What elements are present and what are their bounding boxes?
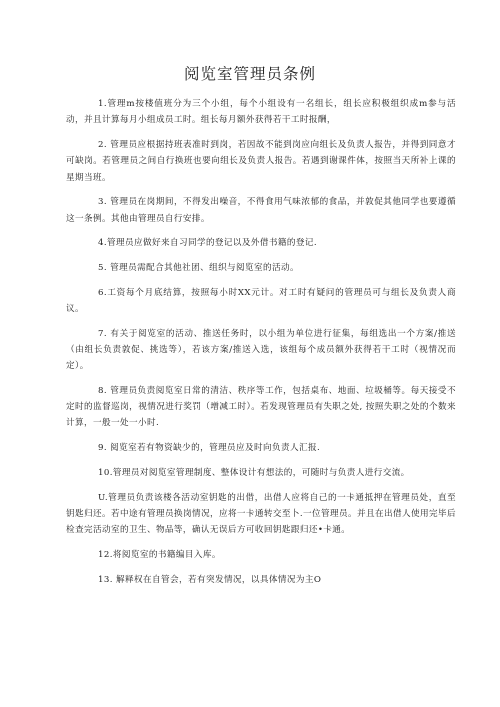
document-body [66, 96, 456, 596]
rule-paragraph [66, 440, 456, 456]
rule-number: 4 [98, 238, 104, 249]
rule-text: . 管理员需配合其他社团、组织与阅览室的活动。 [103, 262, 300, 273]
document-title: 阅览室管理员条例 [183, 65, 316, 83]
rule-text: . 阅览室若有物资缺少的，管理员应及时向负责人汇报. [103, 443, 321, 454]
rule-paragraph [66, 383, 456, 432]
rule-paragraph [66, 547, 456, 563]
rule-text: . 管理员负责阅览室日常的清洁、秩序等工作，包括桌布、地面、垃圾桶等。每天接受不定时的监督巡岗，视情况进行奖罚（增减工时）。若发现管理员有失职之处, 按照失职之处的个数来计算，一般一处一小时. [66, 385, 456, 429]
rule-number: 12 [98, 549, 110, 560]
rule-paragraph [66, 194, 456, 227]
rule-text: . 管理员应根据持班表准时到岗，若因故不能到岗应向组长及负责人报告，并得到同意才可缺岗。若管理员之间自行换班也要向组长及负责人报告。若遇到谢课件体，按照当天所补上课的星期当班。 [66, 139, 456, 183]
rule-paragraph [66, 260, 456, 276]
rule-text: 管理m按楼值班分为三个小组，每个小组设有一名组长，组长应积极组织成m参与活动，并且计算每月小组成员工时。组长每月额外获得若干工时报酬， [66, 99, 456, 126]
rule-text: .将阅览室的书籍编目入库。 [109, 549, 221, 560]
rule-text: .管理员对阅览室管理制度、整体设计有想法的，可随时与负责人进行交流。 [109, 467, 410, 478]
rule-text: .管理员应做好来自习同学的登记以及外借书籍的登记. [103, 238, 317, 249]
rule-number: 2 [98, 139, 104, 150]
rule-paragraph [66, 96, 456, 129]
rule-number: 10 [98, 467, 110, 478]
rule-paragraph [66, 490, 456, 539]
rule-paragraph [66, 572, 456, 588]
rule-number: 8 [98, 385, 104, 396]
rule-number: 6 [98, 287, 104, 298]
rule-number: 5 [98, 262, 104, 273]
rule-text: . 解释权在自管会，若有突发情况，以具体情况为主O [109, 574, 322, 585]
rule-number: 3 [98, 197, 104, 208]
rule-text: . 有关于阅览室的活动、推送任务时，以小组为单位进行征集，每组选出一个方案/推送（由组长负责敦促、挑选等），若该方案/推送入选，该组每个成员额外获得若干工时（视情况而定）。 [66, 328, 456, 372]
rule-number: 1. [98, 99, 107, 109]
rule-number: U. [98, 492, 108, 503]
rule-text: 管理员负责该楼各活动室钥匙的出借，出借人应将自己的一卡通抵押在管理员处，直至钥匙归还。若中途有管理员换岗情况，应将一卡通转交至卜.一位管理员。并且在出借人使用完毕后检查完活动室的卫生、物品等，确认无误后方可收回钥匙跟归还•卡通。 [66, 492, 456, 536]
rule-paragraph [66, 285, 456, 318]
rule-text: . 管理员在岗期间，不得发出噪音，不得食用气味浓郁的食品，并敦促其他同学也要遵循这一条例。其他由管理员自行安排。 [66, 197, 456, 224]
rule-number: 7 [98, 328, 104, 339]
rule-paragraph [66, 326, 456, 375]
rule-paragraph [66, 465, 456, 481]
rule-number: 13 [98, 574, 110, 585]
rule-text: .工资每个月底结算，按照每小时XX元计。对工时有疑问的管理员可与组长及负责人商议。 [66, 287, 456, 314]
rule-number: 9 [98, 443, 104, 454]
rule-paragraph [66, 235, 456, 251]
rule-paragraph [66, 137, 456, 186]
